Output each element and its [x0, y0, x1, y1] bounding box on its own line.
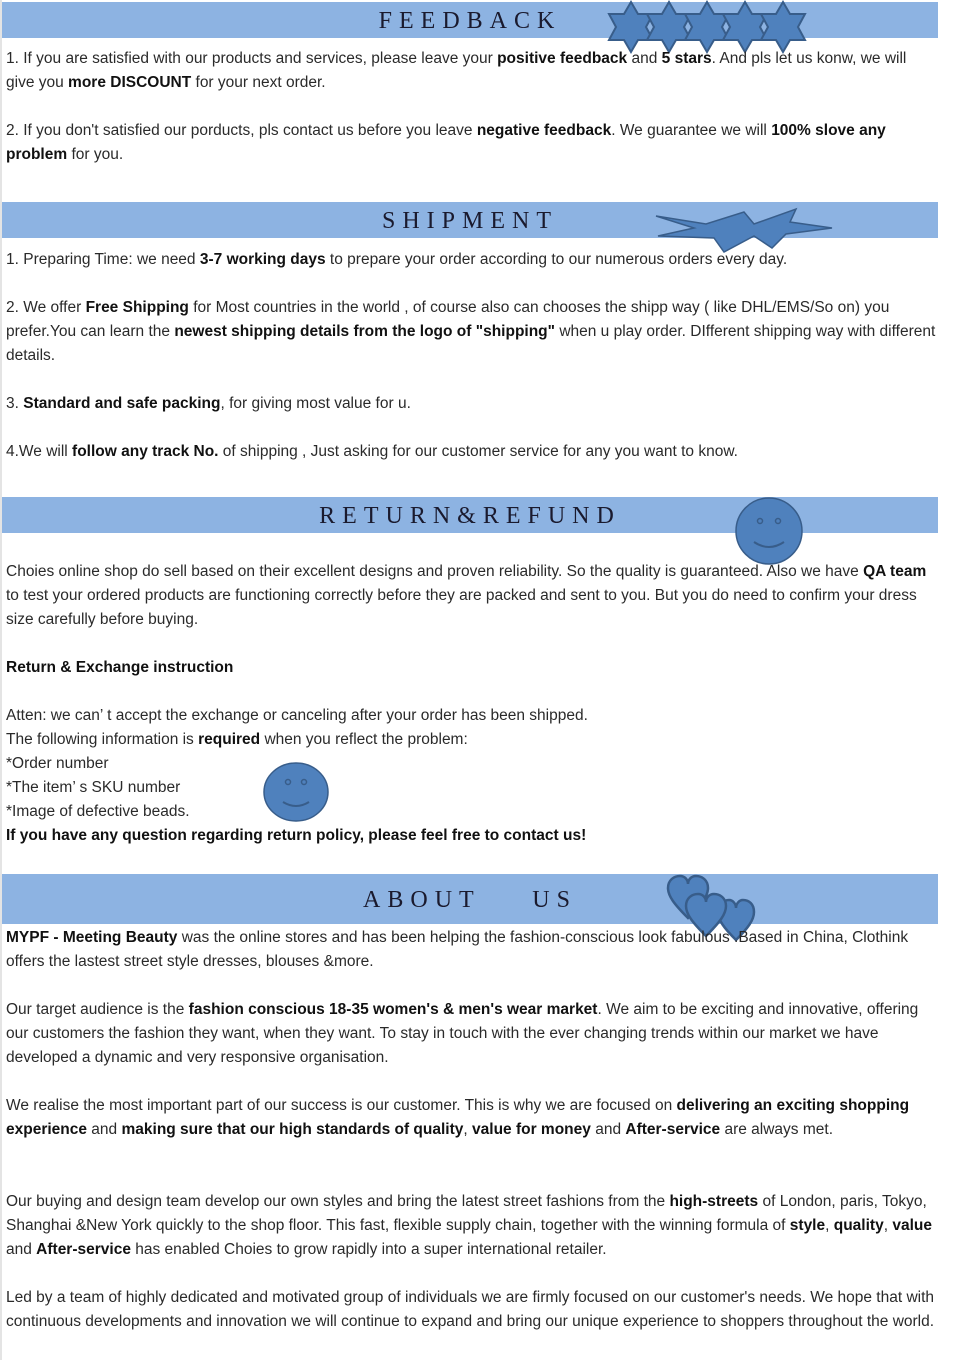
about-us-title: ABOUT US: [363, 887, 577, 913]
shipment-paragraph-3: 3. Standard and safe packing, for giving most value for u.: [6, 395, 411, 412]
about-paragraph-5: Led by a team of highly dedicated and motivated group of individuals we are firmly focused on our customer's needs. We hope that with continuous developments and innovation we will continue to expand and bring our unique experience to shoppers throughout the world.: [6, 1289, 935, 1330]
required-item-order-number: *Order number: [6, 755, 109, 772]
return-required-text: The following information is required when you reflect the problem:: [6, 731, 468, 748]
about-paragraph-4: Our buying and design team develop our own styles and bring the latest street fashions from the high-streets of London, paris, Tokyo, Shanghai &New York quickly to the shop floor. This fast, flexible supply chain, together with the winning formula of style, quality, value and After-service has enabled Choies to grow rapidly into a super international retailer.: [6, 1193, 932, 1258]
smiley-face-icon: [734, 496, 804, 566]
required-item-defect-image: *Image of defective beads.: [6, 803, 190, 820]
shipment-paragraph-2: 2. We offer Free Shipping for Most countries in the world , of course also can chooses the shipp way ( like DHL/EMS/So on) you prefer.You can learn the newest shipping details from the logo of "shipping" when u play order. DIfferent shipping way with different details.: [6, 299, 936, 364]
feedback-paragraph-1: 1. If you are satisfied with our products and services, please leave your positive feedback and 5 stars. And pls let us konw, we will give you more DISCOUNT for your next order.: [6, 50, 907, 91]
about-paragraph-1: MYPF - Meeting Beauty was the online stores and has been helping the fashion-conscious look fabulous .Based in China, Clothink offers the lastest street style dresses, blouses &more.: [6, 929, 909, 970]
return-paragraph-1: Choies online shop do sell based on their excellent designs and proven reliability. So the quality is guaranteed. Also we have QA team to test your ordered products are functioning correctly before they are packed and sent to you. But you do need to confirm your dress size carefully before buying.: [6, 563, 927, 628]
return-instruction-heading: Return & Exchange instruction: [6, 659, 234, 676]
shipment-title: SHIPMENT: [381, 208, 558, 234]
feedback-paragraph-2: 2. If you don't satisfied our porducts, pls contact us before you leave negative feedback. We guarantee we will 100% slove any problem for you.: [6, 122, 886, 163]
five-stars-icon: [606, 0, 816, 54]
about-us-header-band: [2, 874, 938, 924]
return-atten-text: Atten: we can’ t accept the exchange or canceling after your order has been shipped.: [6, 707, 588, 724]
shipment-paragraph-4: 4.We will follow any track No. of shipping , Just asking for our customer service for any you want to know.: [6, 443, 738, 460]
return-closing-text: If you have any question regarding return policy, please feel free to contact us!: [6, 827, 587, 844]
feedback-title: FEEDBACK: [378, 8, 562, 34]
return-refund-title: RETURN&REFUND: [319, 503, 621, 529]
required-item-sku-number: *The item’ s SKU number: [6, 779, 181, 796]
smiley-face-icon: [263, 762, 329, 822]
explosion-burst-icon: [654, 206, 834, 254]
about-paragraph-3: We realise the most important part of our success is our customer. This is why we are focused on delivering an exciting shopping experience and making sure that our high standards of quality, value for money and After-service are always met.: [6, 1097, 910, 1138]
about-paragraph-2: Our target audience is the fashion conscious 18-35 women's & men's wear market. We aim to be exciting and innovative, offering our customers the fashion they want, when they want. To stay in touch with the ever changing trends within our market we have developed a dynamic and very responsive organisation.: [6, 1001, 919, 1066]
shipment-paragraph-1: 1. Preparing Time: we need 3-7 working days to prepare your order according to our numerous orders every day.: [6, 251, 788, 268]
